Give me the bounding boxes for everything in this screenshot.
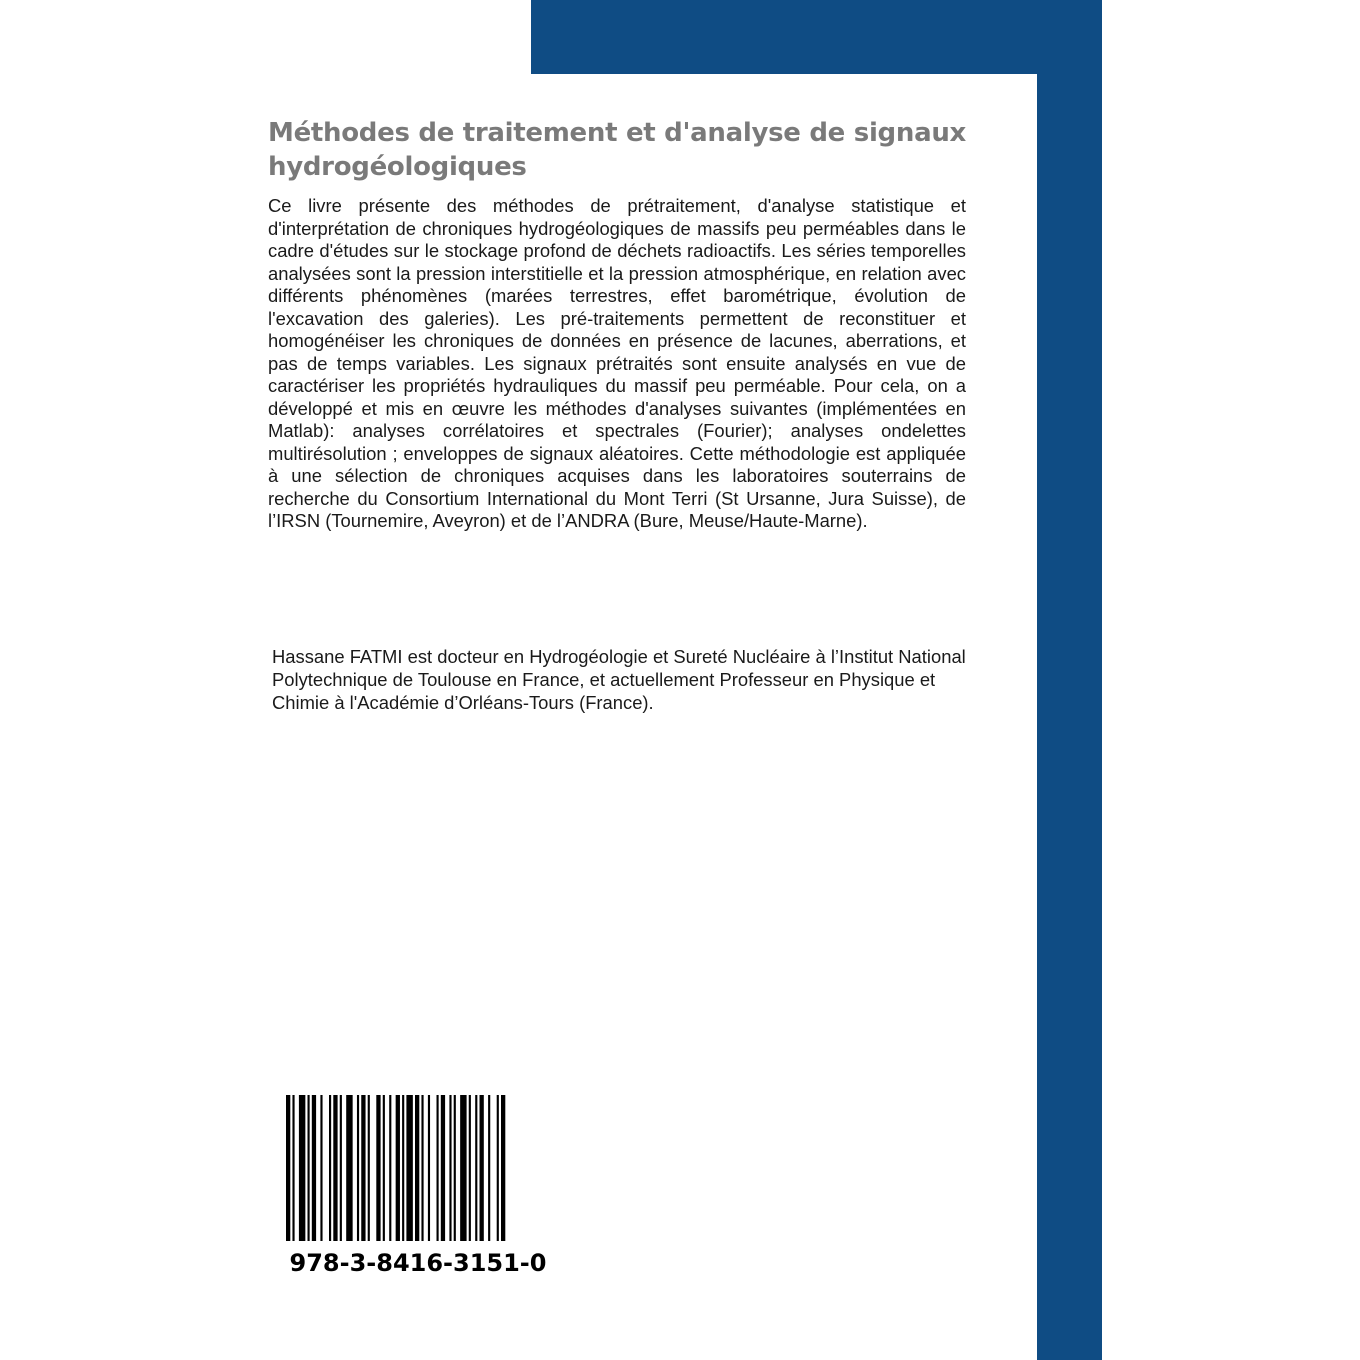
- barcode-bar: [292, 1095, 294, 1241]
- barcode-bar: [346, 1095, 352, 1241]
- barcode-bar: [501, 1095, 505, 1241]
- barcode-bar: [368, 1095, 370, 1241]
- author-biography: Hassane FATMI est docteur en Hydrogéologie et Sureté Nucléaire à l’Institut National Polytechnique de Toulouse en France, et actuellement Professeur en Physique et Chimie à l'Académie d’Orléans-Tours (France).: [272, 646, 966, 713]
- barcode-bar: [357, 1095, 359, 1241]
- barcode-bar: [475, 1095, 477, 1241]
- barcode-bar: [469, 1095, 471, 1241]
- barcode-bar: [428, 1095, 430, 1241]
- barcode-bar: [396, 1095, 400, 1241]
- barcode-bar: [383, 1095, 385, 1241]
- barcode-bar: [361, 1095, 365, 1241]
- barcode-bar: [320, 1095, 322, 1241]
- barcode-bar: [402, 1095, 404, 1241]
- barcode-bar: [333, 1095, 337, 1241]
- barcode-bar: [480, 1095, 484, 1241]
- cover-accent-band-top: [531, 0, 1102, 74]
- barcode-bar: [415, 1095, 419, 1241]
- barcode-bar: [286, 1095, 290, 1241]
- isbn-barcode-block: [284, 1095, 552, 1285]
- barcode-bar: [308, 1095, 310, 1241]
- isbn-number: 978-3-8416-3151-0: [289, 1249, 547, 1277]
- barcode-bar: [299, 1095, 305, 1241]
- barcode-bar: [340, 1095, 342, 1241]
- book-title: Méthodes de traitement et d'analyse de signaux hydrogéologiques: [268, 118, 967, 182]
- barcode-bar: [376, 1095, 380, 1241]
- cover-accent-band-side: [1037, 0, 1102, 1360]
- barcode-bar: [406, 1095, 412, 1241]
- barcode-bar: [437, 1095, 439, 1241]
- barcode-bar: [454, 1095, 456, 1241]
- barcode-icon: [284, 1095, 552, 1241]
- barcode-bar: [449, 1095, 451, 1241]
- barcode-bar: [488, 1095, 490, 1241]
- barcode-bar: [421, 1095, 423, 1241]
- barcode-bar: [329, 1095, 331, 1241]
- barcode-bar: [460, 1095, 466, 1241]
- barcode-bar: [441, 1095, 445, 1241]
- barcode-bar: [389, 1095, 391, 1241]
- barcode-bar: [312, 1095, 316, 1241]
- book-description: Ce livre présente des méthodes de prétraitement, d'analyse statistique et d'interprétation de chroniques hydrogéologiques de massifs peu perméables dans le cadre d'études sur le stockage profond de déchets radioactifs. Les séries temporelles analysées sont la pression interstitielle et la pression atmosphérique, en relation avec différents phénomènes (marées terrestres, effet barométrique, évolution de l'excavation des galeries). Les pré-traitements permettent de reconstituer et homogénéiser les chroniques de données en présence de lacunes, aberrations, et pas de temps variables. Les signaux prétraités sont ensuite analysés en vue de caractériser les propriétés hydrauliques du massif peu perméable. Pour cela, on a développé et mis en œuvre les méthodes d'analyses suivantes (implémentées en Matlab): analyses corrélatoires et spectrales (Fourier); analyses ondelettes multirésolution ; enveloppes de signaux aléatoires. Cette méthodologie est appliquée à une sélection de chroniques acquises dans les laboratoires souterrains de recherche du Consortium International du Mont Terri (St Ursanne, Jura Suisse), de l’IRSN (Tournemire, Aveyron) et de l’ANDRA (Bure, Meuse/Haute-Marne).: [268, 195, 966, 531]
- barcode-bar: [497, 1095, 499, 1241]
